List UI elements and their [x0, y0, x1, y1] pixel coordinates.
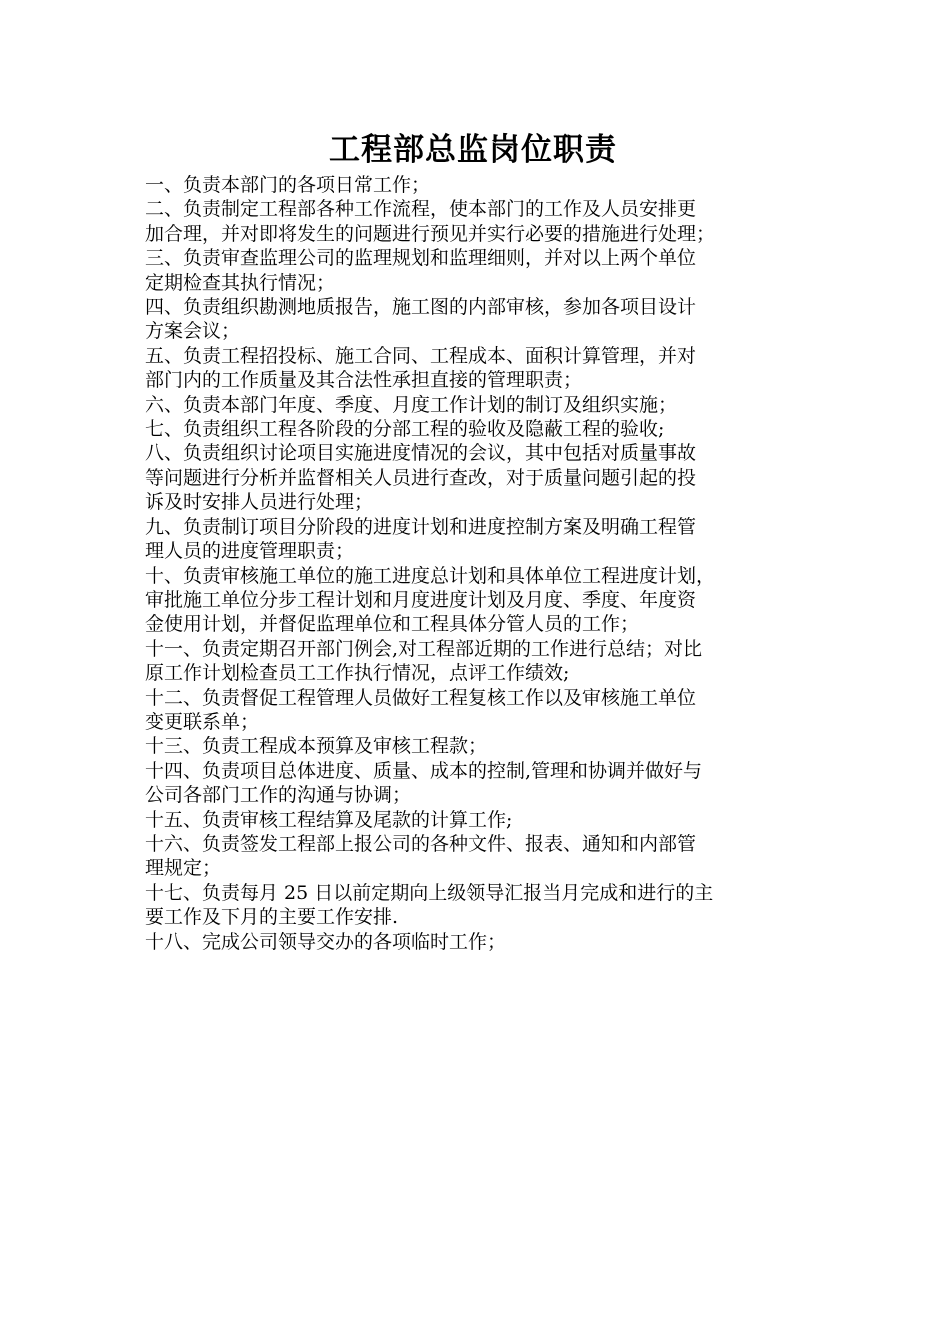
duty-item: 一、负责本部门的各项日常工作；: [145, 174, 431, 196]
duty-item: 七、负责组织工程各阶段的分部工程的验收及隐蔽工程的验收;: [145, 418, 665, 441]
duty-item: 九、负责制订项目分阶段的进度计划和进度控制方案及明确工程管 理人员的进度管理职责；: [145, 515, 697, 563]
duty-item: 十三、负责工程成本预算及审核工程款；: [145, 735, 488, 758]
duty-item: 十二、负责督促工程管理人员做好工程复核工作以及审核施工单位 变更联系单；: [145, 686, 697, 733]
duty-item: 十七、负责每月 25 日以前定期向上级领导汇报当月完成和进行的主 要工作及下月的主要工作安排.: [145, 881, 714, 929]
duty-item: 三、负责审查监理公司的监理规划和监理细则，并对以上两个单位 定期检查其执行情况；: [145, 247, 697, 294]
duty-item: 十八、完成公司领导交办的各项临时工作；: [145, 930, 507, 953]
duty-item: 十六、负责签发工程部上报公司的各种文件、报表、通知和内部管 理规定；: [145, 832, 697, 880]
duty-list: [145, 173, 805, 954]
duty-item: 六、负责本部门年度、季度、月度工作计划的制订及组织实施；: [145, 393, 678, 416]
duty-item: 二、负责制定工程部各种工作流程，使本部门的工作及人员安排更 加合理，并对即将发生的问题进行预见并实行必要的措施进行处理；: [145, 198, 716, 245]
duty-item: 十、负责审核施工单位的施工进度总计划和具体单位工程进度计划， 审批施工单位分步工程计划和月度进度计划及月度、季度、年度资 金使用计划，并督促监理单位和工程具体分管人员的工作；: [145, 564, 716, 636]
duty-item: 四、负责组织勘测地质报告，施工图的内部审核，参加各项目设计 方案会议；: [145, 296, 697, 343]
duty-item: 十四、负责项目总体进度、质量、成本的控制,管理和协调并做好与 公司各部门工作的沟通与协调；: [145, 759, 703, 807]
duty-item: 八、负责组织讨论项目实施进度情况的会议，其中包括对质量事故 等问题进行分析并监督相关人员进行查改，对于质量问题引起的投 诉及时安排人员进行处理；: [145, 442, 697, 514]
duty-item: 十一、负责定期召开部门例会,对工程部近期的工作进行总结；对比 原工作计划检查员工工作执行情况，点评工作绩效;: [145, 637, 703, 685]
duty-item: 十五、负责审核工程结算及尾款的计算工作;: [145, 808, 513, 831]
document-title: 工程部总监岗位职责: [329, 132, 617, 168]
duty-item: 五、负责工程招投标、施工合同、工程成本、面积计算管理，并对 部门内的工作质量及其合法性承担直接的管理职责；: [145, 344, 697, 392]
